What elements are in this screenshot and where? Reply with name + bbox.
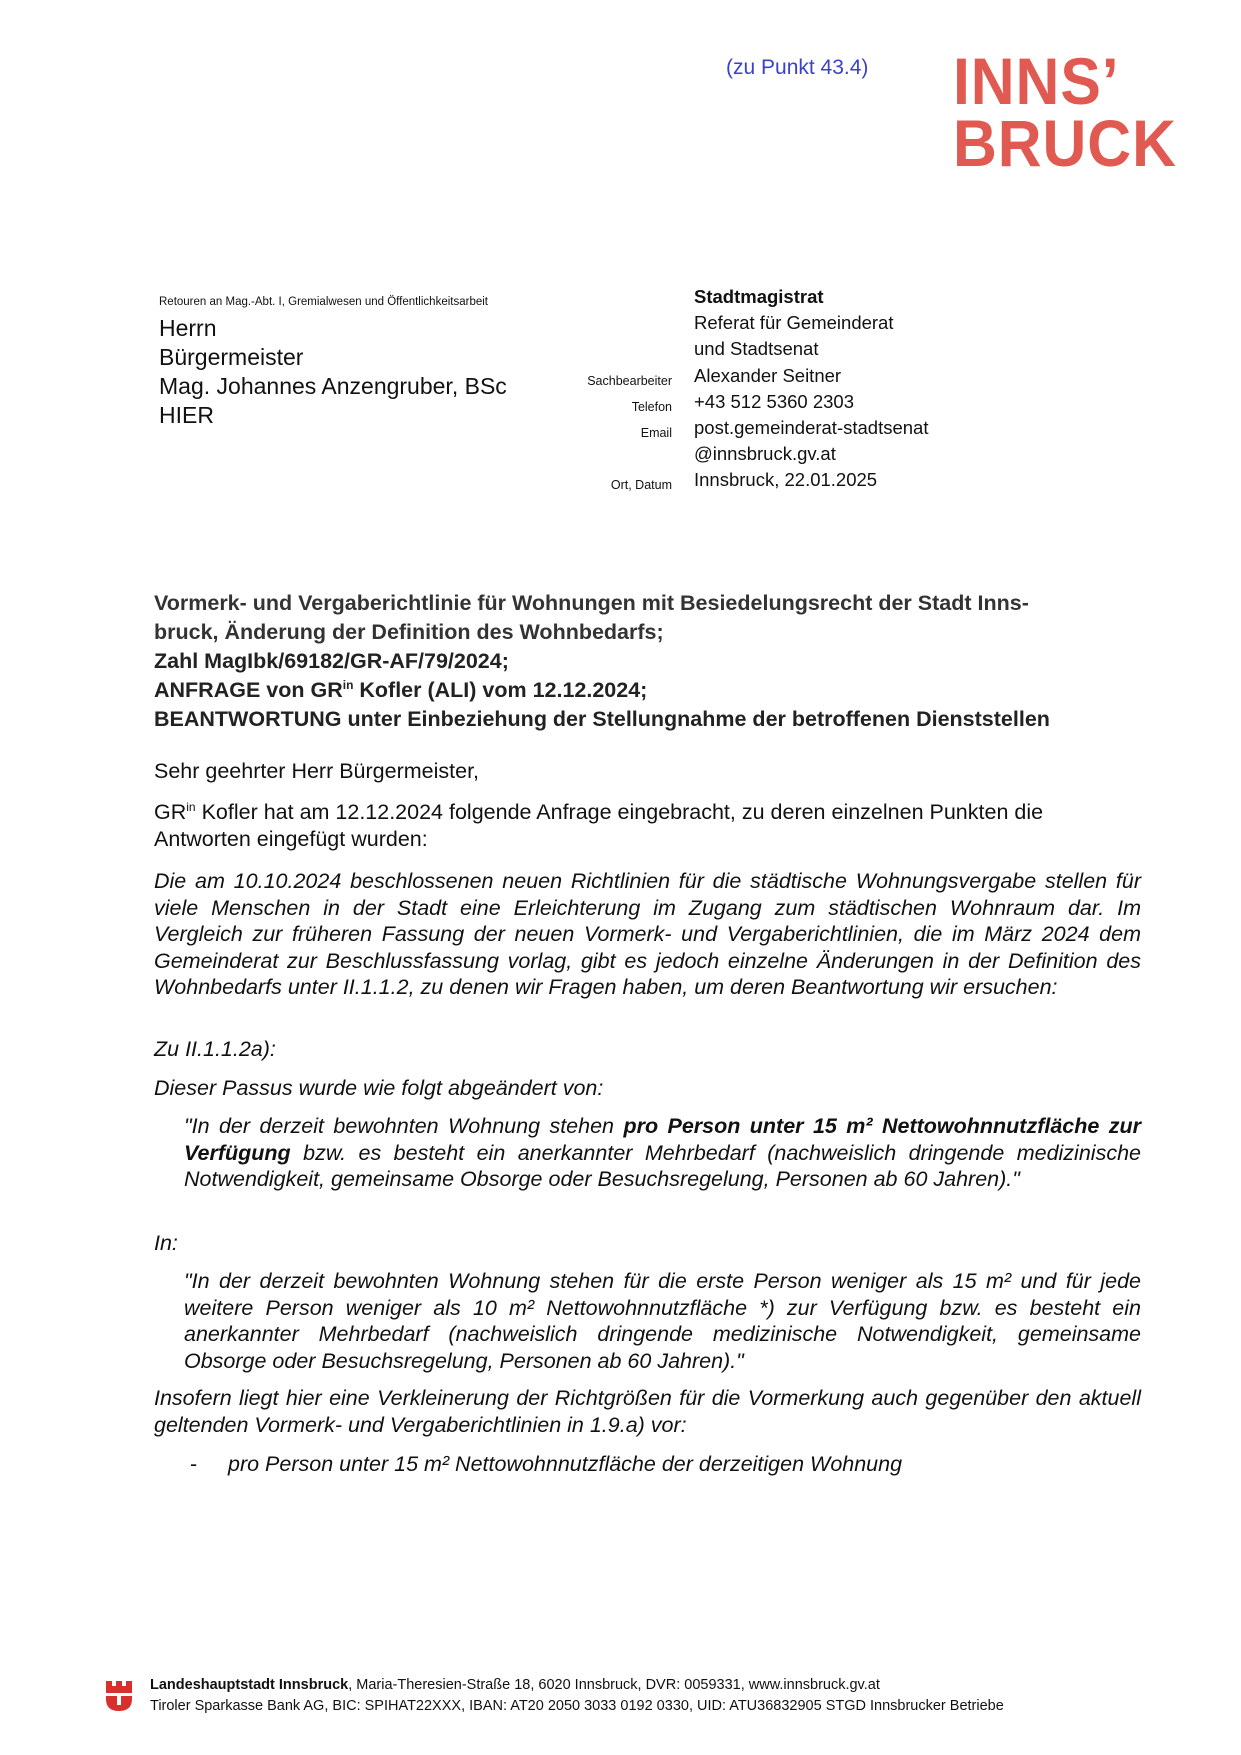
conclusion-paragraph: Insofern liegt hier eine Verkleinerung der Richtgrößen für die Vormerkung auch gegenüber den aktuell geltenden Vormerk- und Vergaberichtlinien in 1.9.a) vor: bbox=[154, 1386, 1141, 1437]
address-line: Mag. Johannes Anzengruber, BSc bbox=[159, 373, 507, 399]
logo-line-1: INNS’ bbox=[953, 44, 1120, 118]
bullet-item: pro Person unter 15 m² Nettowohnnutzfläche der derzeitigen Wohnung bbox=[228, 1452, 903, 1476]
subject-block bbox=[154, 589, 1144, 734]
logo-line-2: BRUCK bbox=[953, 106, 1177, 180]
subject-line: ANFRAGE von $GR^{in}$ Kofler (ALI) vom 12.12.2024; bbox=[154, 677, 648, 702]
footer-line-1: Landeshauptstadt Innsbruck, Maria-Theresien-Straße 18, 6020 Innsbruck, DVR: 0059331, www.innsbruck.gv.at bbox=[150, 1677, 880, 1693]
date-label: Ort, Datum bbox=[610, 478, 672, 492]
phone-value: +43 512 5360 2303 bbox=[694, 391, 854, 412]
clerk-label: Sachbearbeiter bbox=[587, 374, 672, 388]
salutation: Sehr geehrter Herr Bürgermeister, bbox=[154, 759, 480, 783]
quote-new-version: "In der derzeit bewohnten Wohnung stehen für die erste Person weniger als 15 m² und für jede weitere Person weniger als 10 m² Nettowohnnutzfläche *) zur Verfügung bzw. es besteht ein anerkannter Mehrbedarf (nachweislich dringende medizinische Notwendigkeit, gemeinsame Obsorge oder Besuchsregelung, Personen ab 60 Jahren)." bbox=[184, 1269, 1141, 1373]
in-label: In: bbox=[154, 1231, 178, 1255]
phone-label: Telefon bbox=[631, 400, 672, 414]
city-crest-icon bbox=[104, 1677, 134, 1713]
bullet-dash: - bbox=[190, 1452, 198, 1476]
intro-paragraph: $GR^{in}$ Kofler hat am 12.12.2024 folgende Anfrage eingebracht, zu deren einzelnen Punkten die Antworten eingefügt wurden: bbox=[154, 799, 1044, 851]
recipient-address bbox=[159, 314, 507, 430]
subject-line: bruck, Änderung der Definition des Wohnbedarfs; bbox=[154, 620, 664, 644]
email-value-1: post.gemeinderat-stadtsenat bbox=[694, 417, 929, 438]
subject-line: BEANTWORTUNG unter Einbeziehung der Stellungnahme der betroffenen Dienststellen bbox=[154, 707, 1050, 731]
changed-from-label: Dieser Passus wurde wie folgt abgeändert von: bbox=[154, 1076, 604, 1100]
footer bbox=[150, 1675, 1004, 1717]
date-value: Innsbruck, 22.01.2025 bbox=[694, 469, 878, 490]
innsbruck-logo bbox=[953, 44, 1177, 180]
subject-line: Zahl MagIbk/69182/GR-AF/79/2024; bbox=[154, 649, 509, 673]
quote-old-version: "In der derzeit bewohnten Wohnung stehen pro Person unter 15 m² Nettowohnnutzfläche zur Verfügung bzw. es besteht ein anerkannter Mehrbedarf (nachweislich dringende medizinische Notwendigkeit, gemeinsame Obsorge oder Besuchsregelung, Personen ab 60 Jahren)." bbox=[184, 1114, 1141, 1191]
section-reference: Zu II.1.1.2a): bbox=[154, 1037, 276, 1061]
email-label: Email bbox=[640, 426, 672, 440]
email-value-2: @innsbruck.gv.at bbox=[694, 443, 836, 464]
address-line: Bürgermeister bbox=[159, 344, 304, 370]
address-line: Herrn bbox=[159, 315, 217, 341]
footer-line-2: Tiroler Sparkasse Bank AG, BIC: SPIHAT22XXX, IBAN: AT20 2050 3033 0192 0330, UID: ATU36832905 STGD Innsbrucker Betriebe bbox=[150, 1698, 1004, 1714]
sender-office: Stadtmagistrat bbox=[694, 286, 824, 307]
sender-department-1: Referat für Gemeinderat bbox=[694, 312, 894, 333]
subject-line: Vormerk- und Vergaberichtlinie für Wohnungen mit Besiedelungsrecht der Stadt Inns- bbox=[154, 591, 1029, 615]
return-note: Retouren an Mag.-Abt. I, Gremialwesen und Öffentlichkeitsarbeit bbox=[159, 296, 488, 308]
address-line: HIER bbox=[159, 402, 214, 428]
question-paragraph: Die am 10.10.2024 beschlossenen neuen Richtlinien für die städtische Wohnungsvergabe stellen für viele Menschen in der Stadt eine Erleichterung im Zugang zum städtischen Wohnraum dar. Im Vergleich zur früheren Fassung der neuen Vormerk- und Vergaberichtlinien, die im März 2024 dem Gemeinderat zur Beschlussfassung vorlag, gibt es jedoch einzelne Änderungen in der Definition des Wohnbedarfs unter II.1.1.2, zu denen wir Fragen haben, um deren Beantwortung wir ersuchen: bbox=[154, 869, 1141, 999]
document-reference: (zu Punkt 43.4) bbox=[726, 56, 869, 79]
clerk-name: Alexander Seitner bbox=[694, 365, 842, 386]
sender-department-2: und Stadtsenat bbox=[694, 338, 819, 359]
